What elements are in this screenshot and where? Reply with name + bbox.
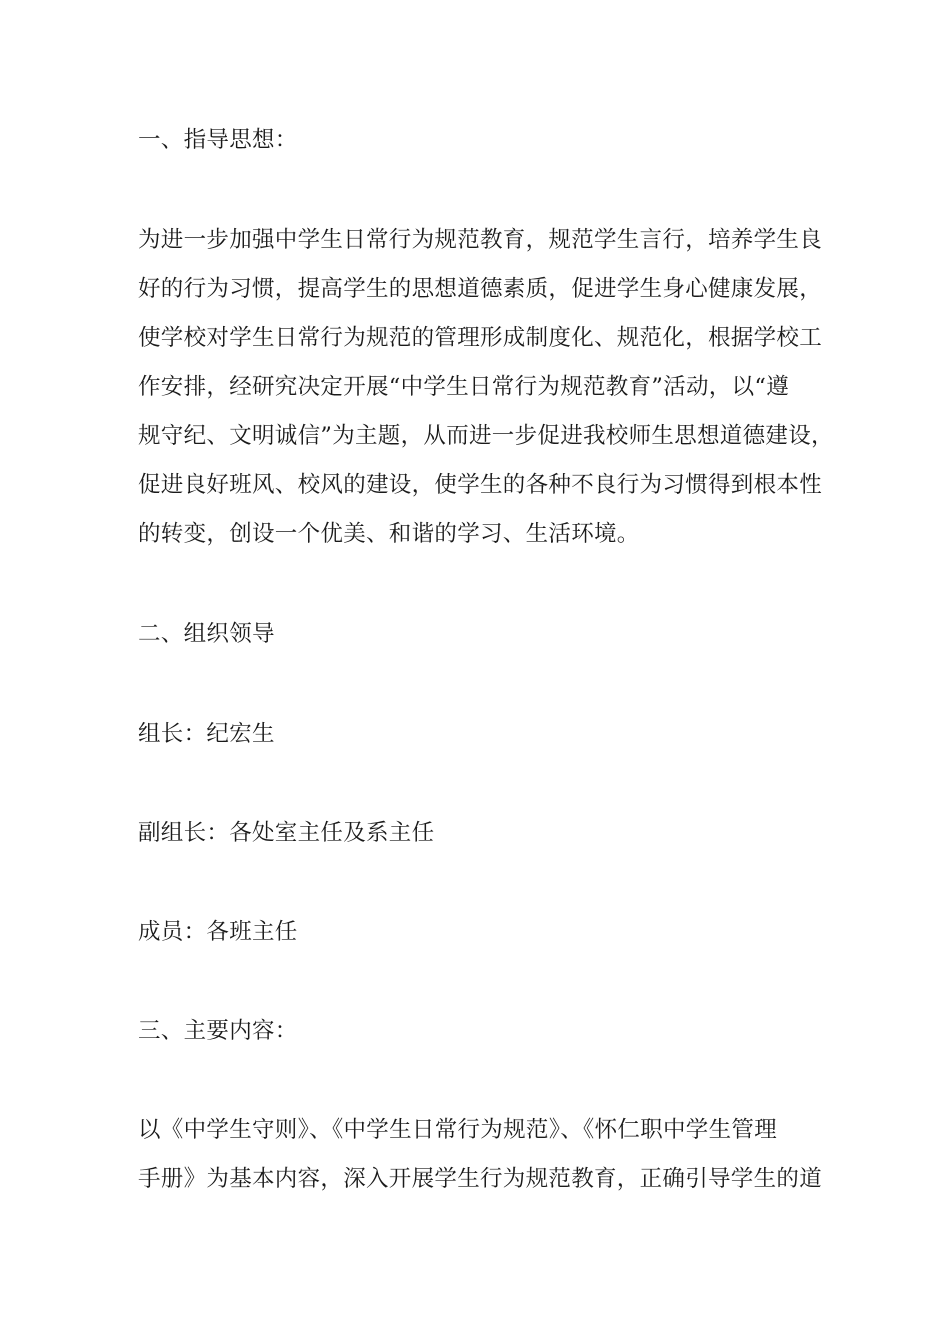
section-heading-organization: 二、组织领导 <box>138 621 275 647</box>
paragraph-line: 以《中学生守则》、《中学生日常行为规范》、《怀仁职中学生管理 <box>138 1117 778 1143</box>
paragraph-line: 好的行为习惯，提高学生的思想道德素质，促进学生身心健康发展， <box>138 276 823 302</box>
paragraph-line: 作安排，经研究决定开展“中学生日常行为规范教育”活动，以“遵 <box>138 374 790 400</box>
paragraph-line: 使学校对学生日常行为规范的管理形成制度化、规范化，根据学校工 <box>138 325 823 351</box>
section-heading-main-content: 三、主要内容： <box>138 1018 298 1044</box>
members-line: 成员：各班主任 <box>138 919 298 945</box>
paragraph-line: 规守纪、文明诚信”为主题，从而进一步促进我校师生思想道德建设， <box>138 423 834 449</box>
leader-line: 组长：纪宏生 <box>138 721 275 747</box>
paragraph-line: 促进良好班风、校风的建设，使学生的各种不良行为习惯得到根本性 <box>138 472 823 498</box>
section-heading-guiding-ideology: 一、指导思想： <box>138 127 298 153</box>
paragraph-line: 为进一步加强中学生日常行为规范教育，规范学生言行，培养学生良 <box>138 227 823 253</box>
paragraph-line: 手册》为基本内容，深入开展学生行为规范教育，正确引导学生的道 <box>138 1166 823 1192</box>
deputy-leader-line: 副组长：各处室主任及系主任 <box>138 820 435 846</box>
paragraph-line: 的转变，创设一个优美、和谐的学习、生活环境。 <box>138 521 640 547</box>
